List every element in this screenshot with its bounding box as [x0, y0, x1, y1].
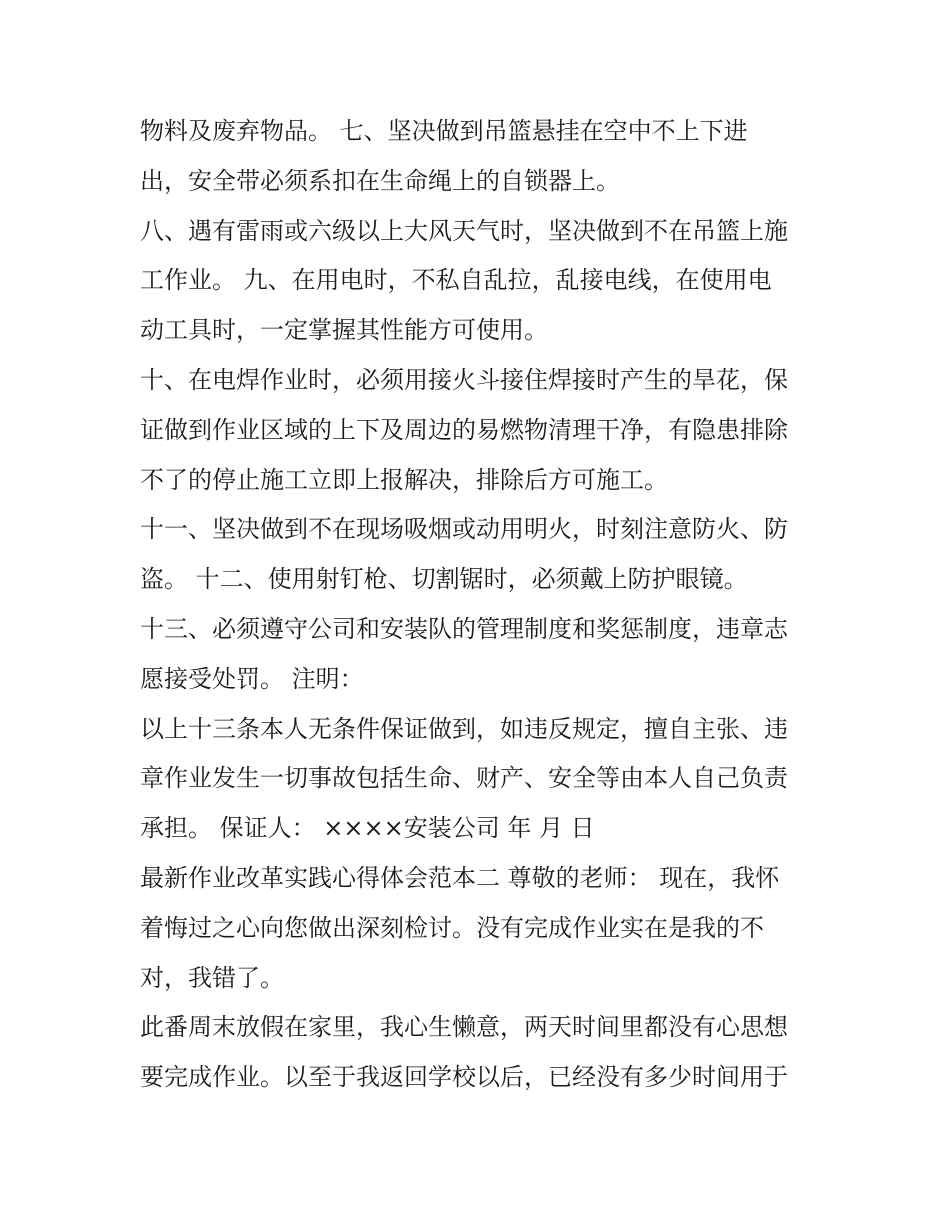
text-line: 十、在电焊作业时，必须用接火斗接住焊接时产生的旱花，保: [140, 365, 788, 394]
text-line: 十一、坚决做到不在现场吸烟或动用明火，时刻注意防火、防: [140, 515, 788, 544]
document-body: [140, 107, 820, 1103]
text-line: 对，我错了。: [140, 963, 284, 992]
text-line: 以上十三条本人无条件保证做到，如违反规定，擅自主张、违: [140, 714, 788, 743]
text-line: 章作业发生一切事故包括生命、财产、安全等由本人自己负责: [140, 764, 788, 793]
text-line: 承担。 保证人： ××××安装公司 年 月 日: [140, 814, 595, 843]
text-line: 十三、必须遵守公司和安装队的管理制度和奖惩制度，违章志: [140, 614, 788, 643]
text-line: 工作业。 九、在用电时，不私自乱拉，乱接电线，在使用电: [140, 266, 772, 295]
text-line: 证做到作业区域的上下及周边的易燃物清理干净，有隐患排除: [140, 415, 788, 444]
text-line: 八、遇有雷雨或六级以上大风天气时，坚决做到不在吊篮上施: [140, 216, 788, 245]
text-line: 不了的停止施工立即上报解决，排除后方可施工。: [140, 465, 668, 494]
text-line: 此番周末放假在家里，我心生懒意，两天时间里都没有心思想: [140, 1013, 788, 1042]
text-line: 最新作业改革实践心得体会范本二 尊敬的老师： 现在，我怀: [140, 863, 780, 892]
text-line: 要完成作业。以至于我返回学校以后，已经没有多少时间用于: [140, 1063, 788, 1092]
text-line: 出，安全带必须系扣在生命绳上的自锁器上。: [140, 166, 620, 195]
text-line: 盗。 十二、使用射钉枪、切割锯时，必须戴上防护眼镜。: [140, 565, 748, 594]
text-line: 着悔过之心向您做出深刻检讨。没有完成作业实在是我的不: [140, 913, 764, 942]
text-line: 愿接受处罚。 注明：: [140, 664, 364, 693]
text-line: 动工具时，一定掌握其性能方可使用。: [140, 316, 548, 345]
text-line: 物料及废弃物品。 七、坚决做到吊篮悬挂在空中不上下进: [140, 117, 748, 145]
